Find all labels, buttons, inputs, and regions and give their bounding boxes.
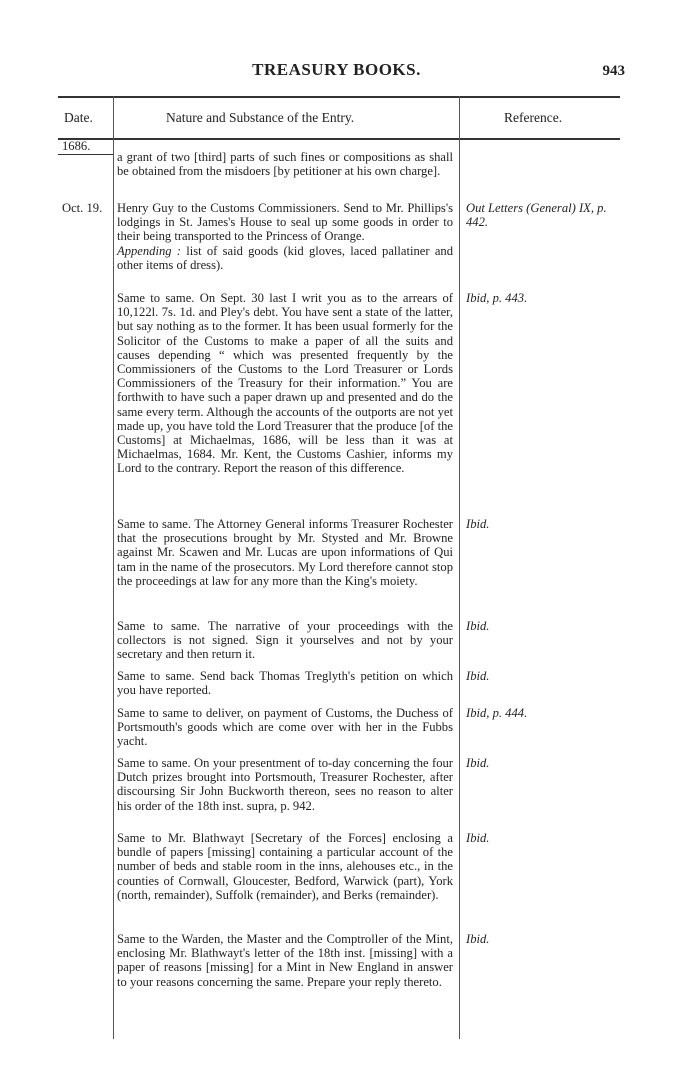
page-number: 943 (602, 63, 625, 79)
entry-text: Henry Guy to the Customs Commissioners. Send to Mr. Phillips's lodgings in St. James's House to seal up some goods in order to their being transported to the Princess of Orange. (117, 201, 453, 244)
reference-text: Ibid, p. 444. (466, 706, 528, 720)
entry-reference (466, 831, 624, 845)
reference-text: Ibid. (466, 831, 490, 845)
entry-7 (117, 756, 453, 813)
entry-text: Same to same. Send back Thomas Treglyth's petition on which you have reported. (117, 669, 453, 698)
entry-reference (466, 291, 624, 305)
year-marker: 1686. (62, 139, 91, 153)
reference-text: Ibid. (466, 932, 490, 946)
entry-text: Same to same. The narrative of your proceedings with the collectors is not signed. Sign it yourselves and not by your secretary and then return it. (117, 619, 453, 662)
reference-text: Out Letters (General) IX, p. 442. (466, 201, 607, 230)
table-header (58, 96, 620, 140)
entry-reference (466, 517, 624, 531)
column-divider-left (113, 96, 114, 1039)
entry-reference (466, 706, 624, 720)
entry-9 (117, 932, 453, 989)
column-header-reference: Reference. (504, 110, 563, 125)
entry-text: Same to Mr. Blathwayt [Secretary of the Forces] enclosing a bundle of papers [missing] containing a particular account of the number of beds and stable room in the inns, alehouses etc., in the counties of Cornwall, Gloucester, Bedford, Warwick (part), York (north, remainder), Suffolk (remainder), and Berks (remainder). (117, 831, 453, 902)
entry-text: Same to the Warden, the Master and the Comptroller of the Mint, enclosing Mr. Blathwayt's letter of the 18th inst. [missing] with a paper of reasons [missing] for a Mint in New England in answer to your reasons concerning the same. Prepare your reply thereto. (117, 932, 453, 989)
entry-text: Same to same. The Attorney General informs Treasurer Rochester that the prosecutions brought by Mr. Stysted and Mr. Browne against Mr. Scawen and Mr. Lucas are upon informations of Qui tam in the name of the prosecutors. My Lord therefore cannot stop the proceedings at law for any more than the King's moiety. (117, 517, 453, 588)
entry-text: a grant of two [third] parts of such fines or compositions as shall be obtained from the misdoers [by petitioner at his own charge]. (117, 150, 453, 179)
reference-text: Ibid, p. 443. (466, 291, 528, 305)
year-underline (58, 154, 113, 155)
running-title: TREASURY BOOKS. (252, 60, 421, 79)
entry-appending (117, 244, 453, 272)
entry-5 (117, 669, 453, 697)
entry-reference (466, 756, 624, 770)
appending-text: list of said goods (kid gloves, laced pallatiner and other items of dress). (117, 243, 454, 272)
entry-4 (117, 619, 453, 662)
entry-3 (117, 517, 453, 588)
entry-date: Oct. 19. (62, 201, 103, 215)
entry-1 (117, 201, 453, 272)
entry-8 (117, 831, 453, 902)
reference-text: Ibid. (466, 756, 490, 770)
reference-text: Ibid. (466, 517, 490, 531)
entry-reference (466, 201, 624, 229)
column-header-nature: Nature and Substance of the Entry. (166, 110, 355, 125)
column-divider-right (459, 96, 460, 1039)
entry-text: Same to same. On Sept. 30 last I writ you as to the arrears of 10,122l. 7s. 1d. and Pley's debt. You have sent a state of the latter, but say nothing as to the former. It has been usual formerly for the Solicitor of the Customs to make a paper of all the suits and causes depending “ which was presented frequently by the Commissioners of the Customs to the Lord Treasurer or Lords Commissioners of the Treasury for their information.” You are forthwith to have such a paper drawn up and presented and do the same every term. Although the accounts of the outports are not yet made up, you have told the Lord Treasurer that the produce [of the Customs] at Michaelmas, 1686, will be less than it was at Michaelmas, 1684. Mr. Kent, the Customs Cashier, informs my Lord to the contrary. Report the reason of this difference. (117, 291, 453, 476)
entry-reference (466, 932, 624, 946)
entry-reference (466, 619, 624, 633)
appending-label: Appending : (117, 243, 181, 258)
entry-2 (117, 291, 453, 476)
entry-0 (117, 150, 453, 178)
entry-6 (117, 706, 453, 749)
page-header (0, 0, 673, 90)
reference-text: Ibid. (466, 619, 490, 633)
entry-text: Same to same to deliver, on payment of Customs, the Duchess of Portsmouth's goods which are come over with her in the Fubbs yacht. (117, 706, 453, 749)
reference-text: Ibid. (466, 669, 490, 683)
column-header-date: Date. (64, 110, 93, 125)
entry-reference (466, 669, 624, 683)
entry-text: Same to same. On your presentment of to-day concerning the four Dutch prizes brought into Portsmouth, Treasurer Rochester, after discoursing Sir John Buckworth thereon, sees no reason to alter his order of the 18th inst. supra, p. 942. (117, 756, 453, 813)
